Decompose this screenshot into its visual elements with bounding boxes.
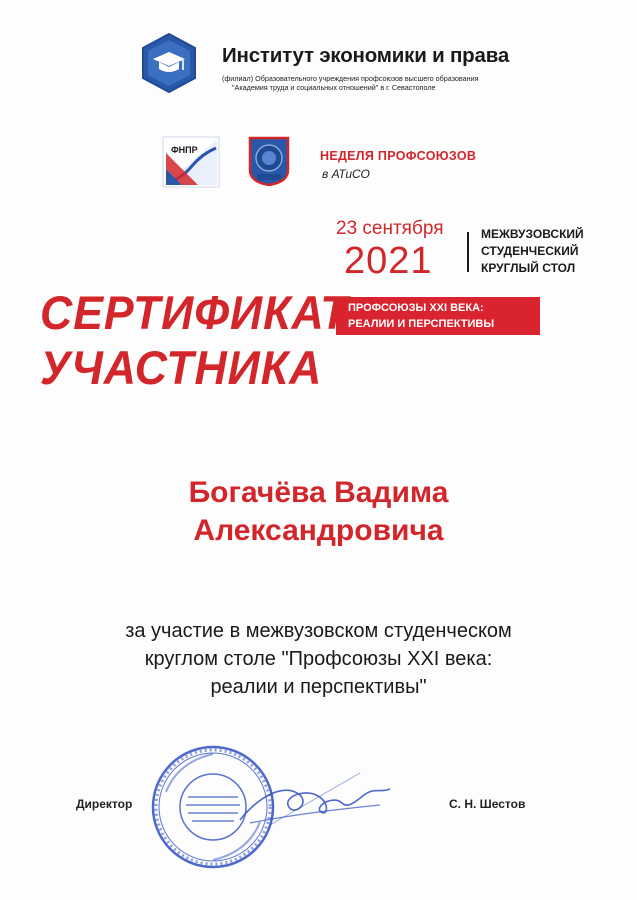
date-divider [467,232,469,272]
graduation-cap-hexagon-icon [138,32,200,94]
description-line1: за участие в межвузовском студенческом [125,620,512,642]
topic-line: ПРОФСОЮЗЫ XXI ВЕКА: [348,302,484,314]
topic-line: РЕАЛИИ И ПЕРСПЕКТИВЫ [348,318,495,330]
atiso-emblem-icon [244,136,294,186]
event-date-day: 23 сентября [336,218,444,239]
institute-subtitle-line2: "Академия труда и социальных отношений" в г. Севастополе [232,83,436,92]
certificate-title-line2: УЧАСТНИКА [40,341,323,394]
event-type-line: МЕЖВУЗОВСКИЙ [481,227,584,241]
union-week-title: НЕДЕЛЯ ПРОФСОЮЗОВ [320,149,477,163]
description-line3: реалии и перспективы" [210,676,427,698]
signer-name: С. Н. Шестов [449,797,526,811]
event-type-line: СТУДЕНЧЕСКИЙ [481,244,579,258]
recipient-name-line2: Александровича [193,514,444,547]
recipient-name-line1: Богачёва Вадима [188,476,449,509]
description-line2: круглом столе "Профсоюзы XXI века: [144,648,493,670]
event-type-line: КРУГЛЫЙ СТОЛ [481,261,576,275]
handwritten-signature [230,765,400,835]
event-date-year: 2021 [344,240,433,282]
institute-subtitle-line1: (филиал) Образовательного учреждения профсоюзов высшего образования [222,74,479,83]
fnpr-logo [162,136,220,188]
director-label: Директор [76,797,133,811]
institute-name: Институт экономики и права [222,44,510,67]
event-type [481,226,584,277]
certificate-title-line1: СЕРТИФИКАТ [40,286,349,339]
union-week-subtitle: в АТиСО [322,167,370,181]
fnpr-label: ФНПР [171,145,198,155]
